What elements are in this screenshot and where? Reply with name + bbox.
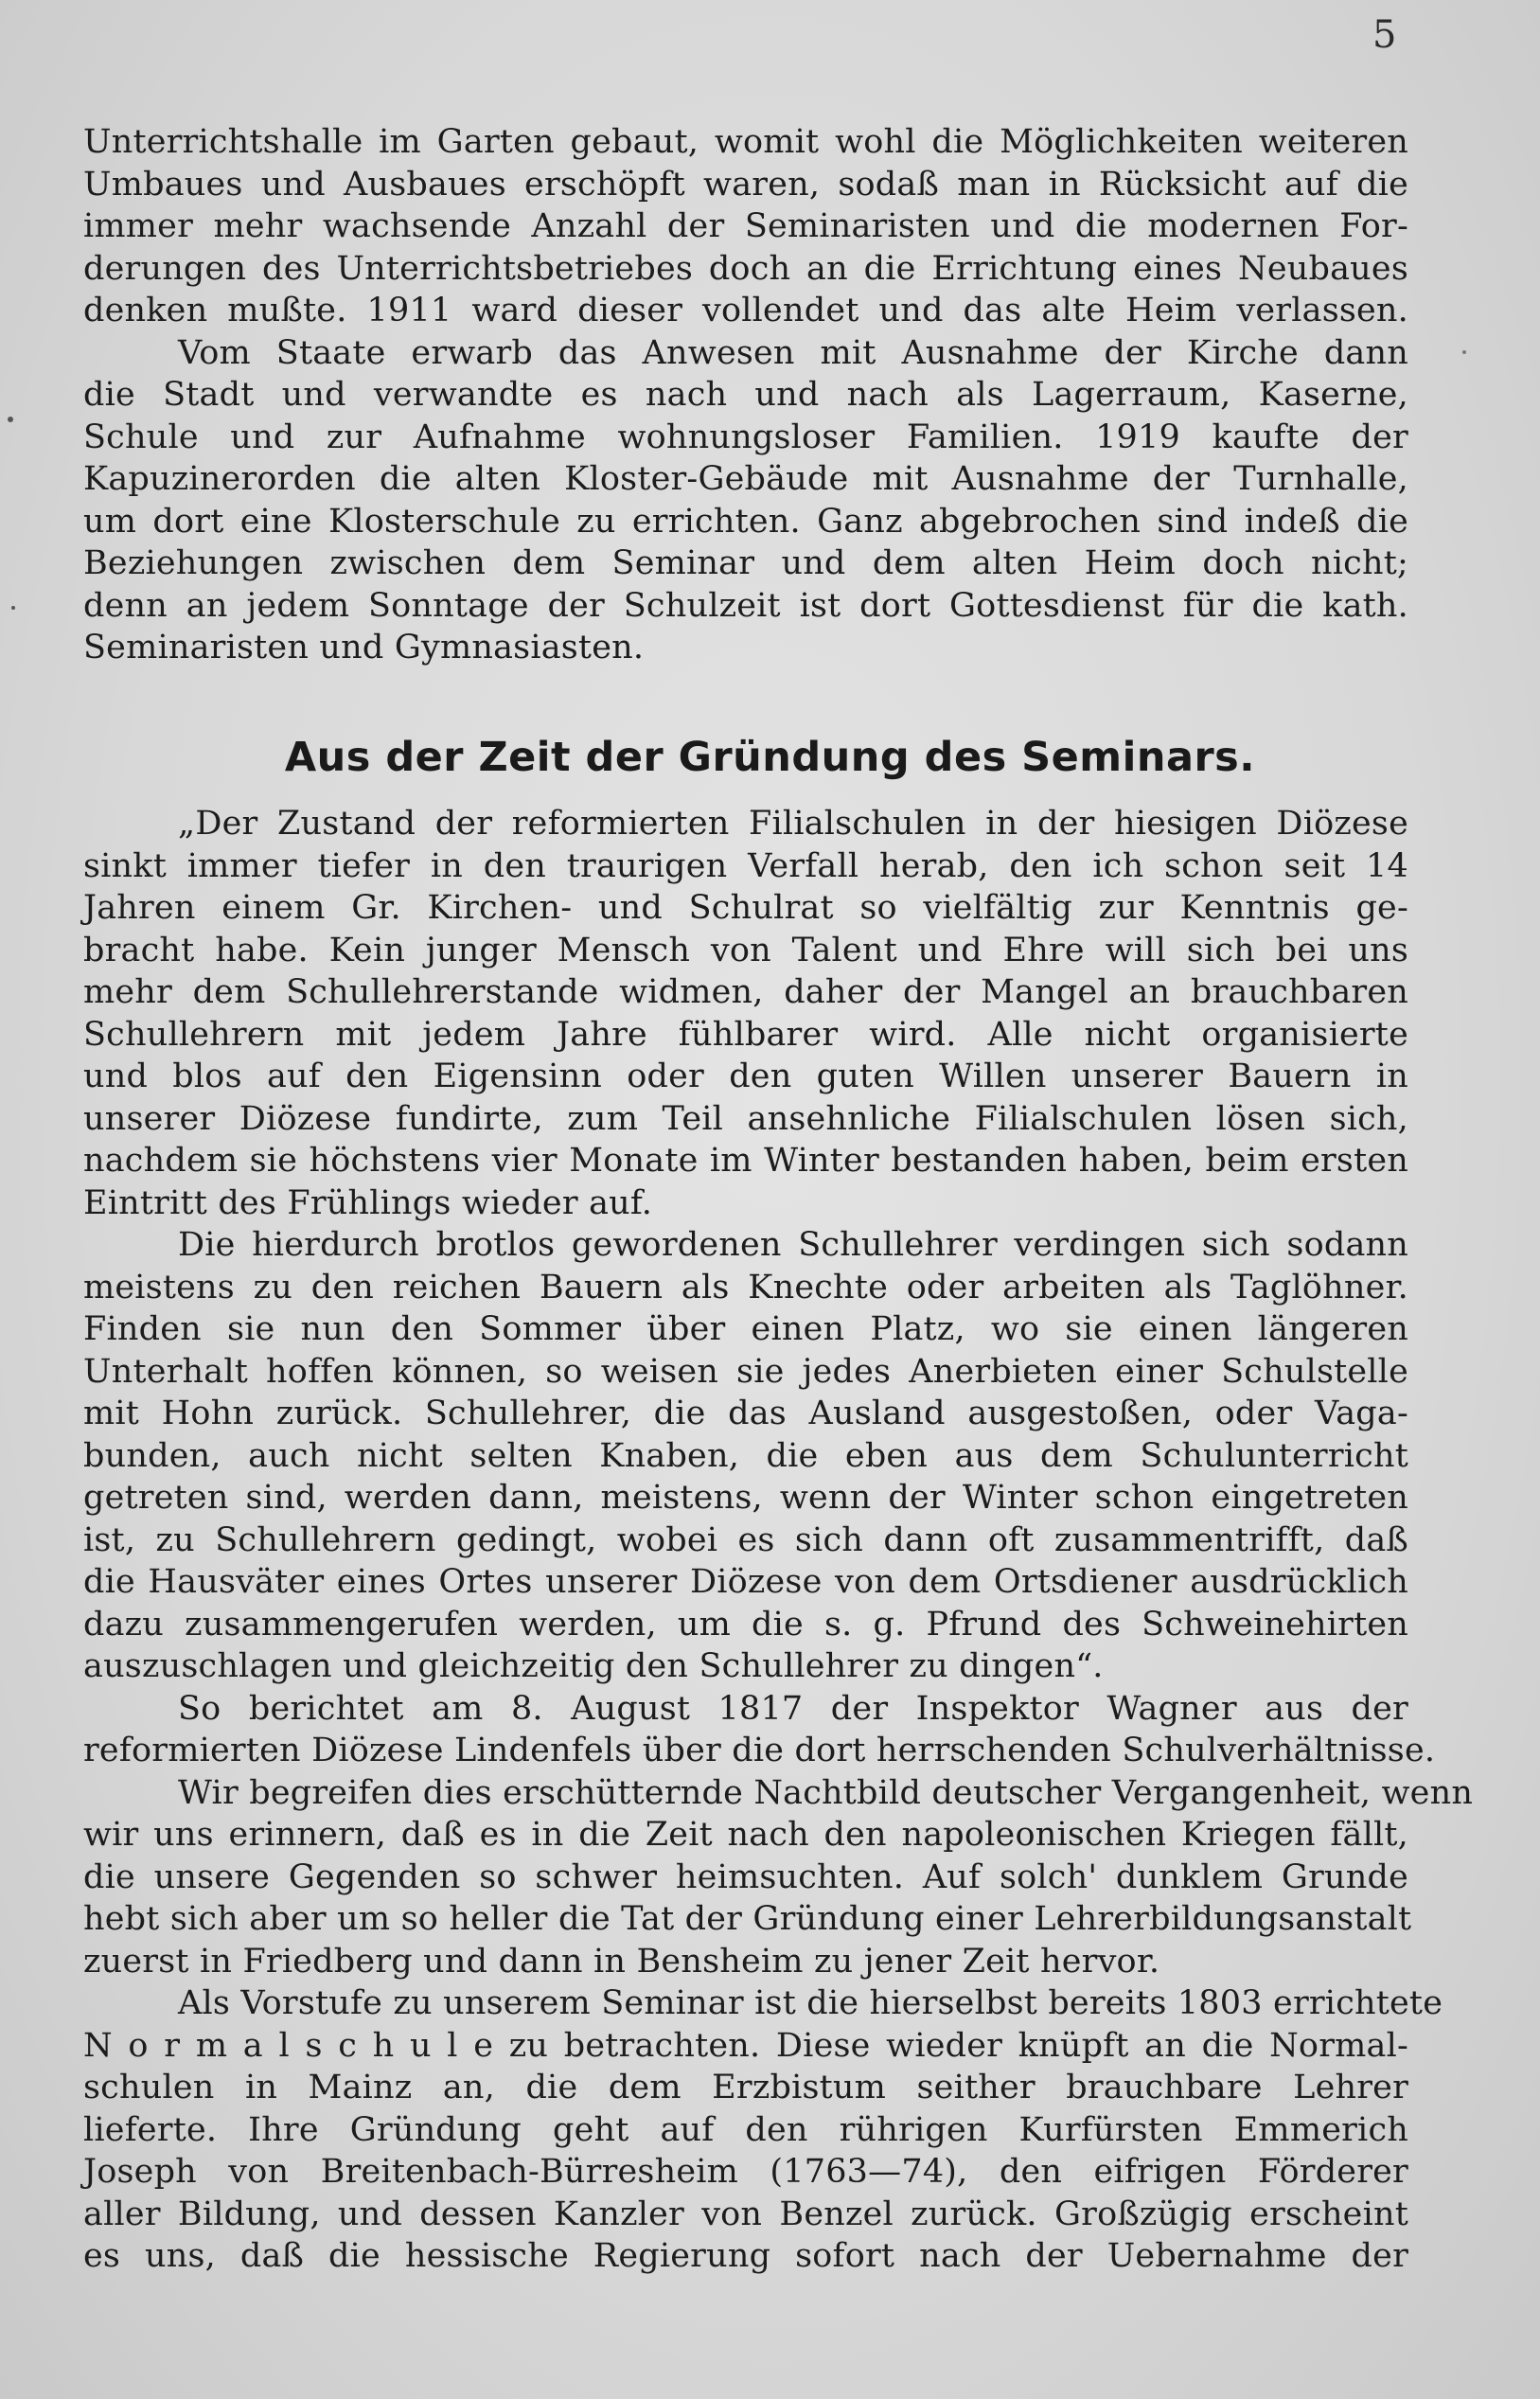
text-line: Kapuzinerorden die alten Kloster-Gebäude mit Ausnahme der Turnhalle, <box>83 460 1408 498</box>
intro-paragraph <box>83 121 1408 669</box>
text-line: es uns, daß die hessische Regierung sofort nach der Uebernahme der <box>83 2237 1408 2275</box>
text-line: bunden, auch nicht selten Knaben, die eben aus dem Schulunterricht <box>83 1436 1408 1475</box>
text-line: Vom Staate erwarb das Anwesen mit Ausnahme der Kirche dann <box>178 333 1408 372</box>
text-line: nachdem sie höchstens vier Monate im Winter bestanden haben, beim ersten <box>83 1142 1408 1180</box>
text-line: denken mußte. 1911 ward dieser vollendet und das alte Heim verlassen. <box>83 292 1408 329</box>
text-line: Wir begreifen dies erschütternde Nachtbild deutscher Vergangenheit, wenn <box>178 1773 1474 1812</box>
text-line: Umbaues und Ausbaues erschöpft waren, sodaß man in Rücksicht auf die <box>83 165 1408 204</box>
text-line: Unterrichtshalle im Garten gebaut, womit wohl die Möglichkeiten weiteren <box>83 123 1408 161</box>
text-line: Schule und zur Aufnahme wohnungsloser Familien. 1919 kaufte der <box>83 418 1408 456</box>
text-line: sinkt immer tiefer in den traurigen Verfall herab, den ich schon seit 14 <box>83 846 1408 885</box>
text-line: Unterhalt hoffen können, so weisen sie jedes Anerbieten einer Schulstelle <box>83 1352 1408 1391</box>
page-number: 5 <box>1372 13 1397 57</box>
text-line: So berichtet am 8. August 1817 der Inspektor Wagner aus der <box>178 1689 1408 1728</box>
text-line: schulen in Mainz an, die dem Erzbistum seither brauchbare Lehrer <box>83 2069 1408 2106</box>
text-line: wir uns erinnern, daß es in die Zeit nach den napoleonischen Kriegen fällt, <box>83 1816 1408 1854</box>
text-line: Beziehungen zwischen dem Seminar und dem alten Heim doch nicht; <box>83 544 1408 582</box>
text-line: derungen des Unterrichtsbetriebes doch an die Errichtung eines Neubaues <box>83 249 1408 288</box>
scan-speck <box>8 417 13 422</box>
text-line: Eintritt des Frühlings wieder auf. <box>83 1183 653 1222</box>
text-line: Schullehrern mit jedem Jahre fühlbarer wird. Alle nicht organisierte <box>83 1015 1408 1054</box>
text-line: hebt sich aber um so heller die Tat der Gründung einer Lehrerbildungsanstalt <box>83 1900 1412 1938</box>
text-line: denn an jedem Sonntage der Schulzeit ist dort Gottesdienst für die kath. <box>83 586 1408 625</box>
text-line: bracht habe. Kein junger Mensch von Talent und Ehre will sich bei uns <box>83 931 1408 969</box>
text-line: die unsere Gegenden so schwer heimsuchten. Auf solch' dunklem Grunde <box>83 1857 1408 1896</box>
text-line: und blos auf den Eigensinn oder den guten Willen unserer Bauern in <box>83 1057 1408 1095</box>
quote-section <box>83 803 1474 2278</box>
text-line: Jahren einem Gr. Kirchen- und Schulrat so vielfältig zur Kenntnis ge- <box>83 889 1408 927</box>
text-line: immer mehr wachsende Anzahl der Seminaristen und die modernen For- <box>83 207 1408 245</box>
text-line: Die hierdurch brotlos gewordenen Schullehrer verdingen sich sodann <box>178 1226 1408 1264</box>
text-line: die Hausväter eines Ortes unserer Diözese von dem Ortsdiener ausdrücklich <box>83 1563 1408 1601</box>
text-line: Als Vorstufe zu unserem Seminar ist die hierselbst bereits 1803 errichtete <box>178 1984 1443 2022</box>
text-line: meistens zu den reichen Bauern als Knechte oder arbeiten als Taglöhner. <box>83 1268 1408 1306</box>
text-line: Finden sie nun den Sommer über einen Platz, wo sie einen längeren <box>83 1310 1408 1348</box>
text-line: dazu zusammengerufen werden, um die s. g. Pfrund des Schweinehirten <box>83 1605 1408 1644</box>
text-line: auszuschlagen und gleichzeitig den Schullehrer zu dingen“. <box>83 1647 1104 1685</box>
text-line: um dort eine Klosterschule zu errichten. Ganz abgebrochen sind indeß die <box>83 502 1408 541</box>
text-line: die Stadt und verwandte es nach und nach als Lagerraum, Kaserne, <box>83 376 1408 414</box>
text-line: mehr dem Schullehrerstande widmen, daher der Mangel an brauchbaren <box>83 973 1408 1011</box>
text-line: lieferte. Ihre Gründung geht auf den rührigen Kurfürsten Emmerich <box>83 2110 1408 2149</box>
text-line: Joseph von Breitenbach-Bürresheim (1763—74), den eifrigen Förderer <box>83 2153 1408 2191</box>
text-line: aller Bildung, und dessen Kanzler von Benzel zurück. Großzügig erscheint <box>83 2195 1408 2233</box>
text-line: unserer Diözese fundirte, zum Teil ansehnliche Filialschulen lösen sich, <box>83 1099 1408 1138</box>
text-line: ist, zu Schullehrern gedingt, wobei es sich dann oft zusammentrifft, daß <box>83 1520 1408 1559</box>
text-line: getreten sind, werden dann, meistens, wenn der Winter schon eingetreten <box>83 1479 1408 1517</box>
scan-speck <box>11 606 15 610</box>
text-line: N o r m a l s c h u l e zu betrachten. Diese wieder knüpft an die Normal- <box>83 2026 1408 2065</box>
scan-speck <box>1462 350 1466 354</box>
text-line: „Der Zustand der reformierten Filialschulen in der hiesigen Diözese <box>178 805 1408 843</box>
text-line: Seminaristen und Gymnasiasten. <box>83 629 645 666</box>
text-line: mit Hohn zurück. Schullehrer, die das Ausland ausgestoßen, oder Vaga- <box>83 1395 1408 1432</box>
text-line: reformierten Diözese Lindenfels über die dort herrschenden Schulverhältnisse. <box>83 1732 1436 1769</box>
text-line: zuerst in Friedberg und dann in Bensheim zu jener Zeit hervor. <box>83 1942 1160 1981</box>
section-heading: Aus der Zeit der Gründung des Seminars. <box>284 734 1256 781</box>
